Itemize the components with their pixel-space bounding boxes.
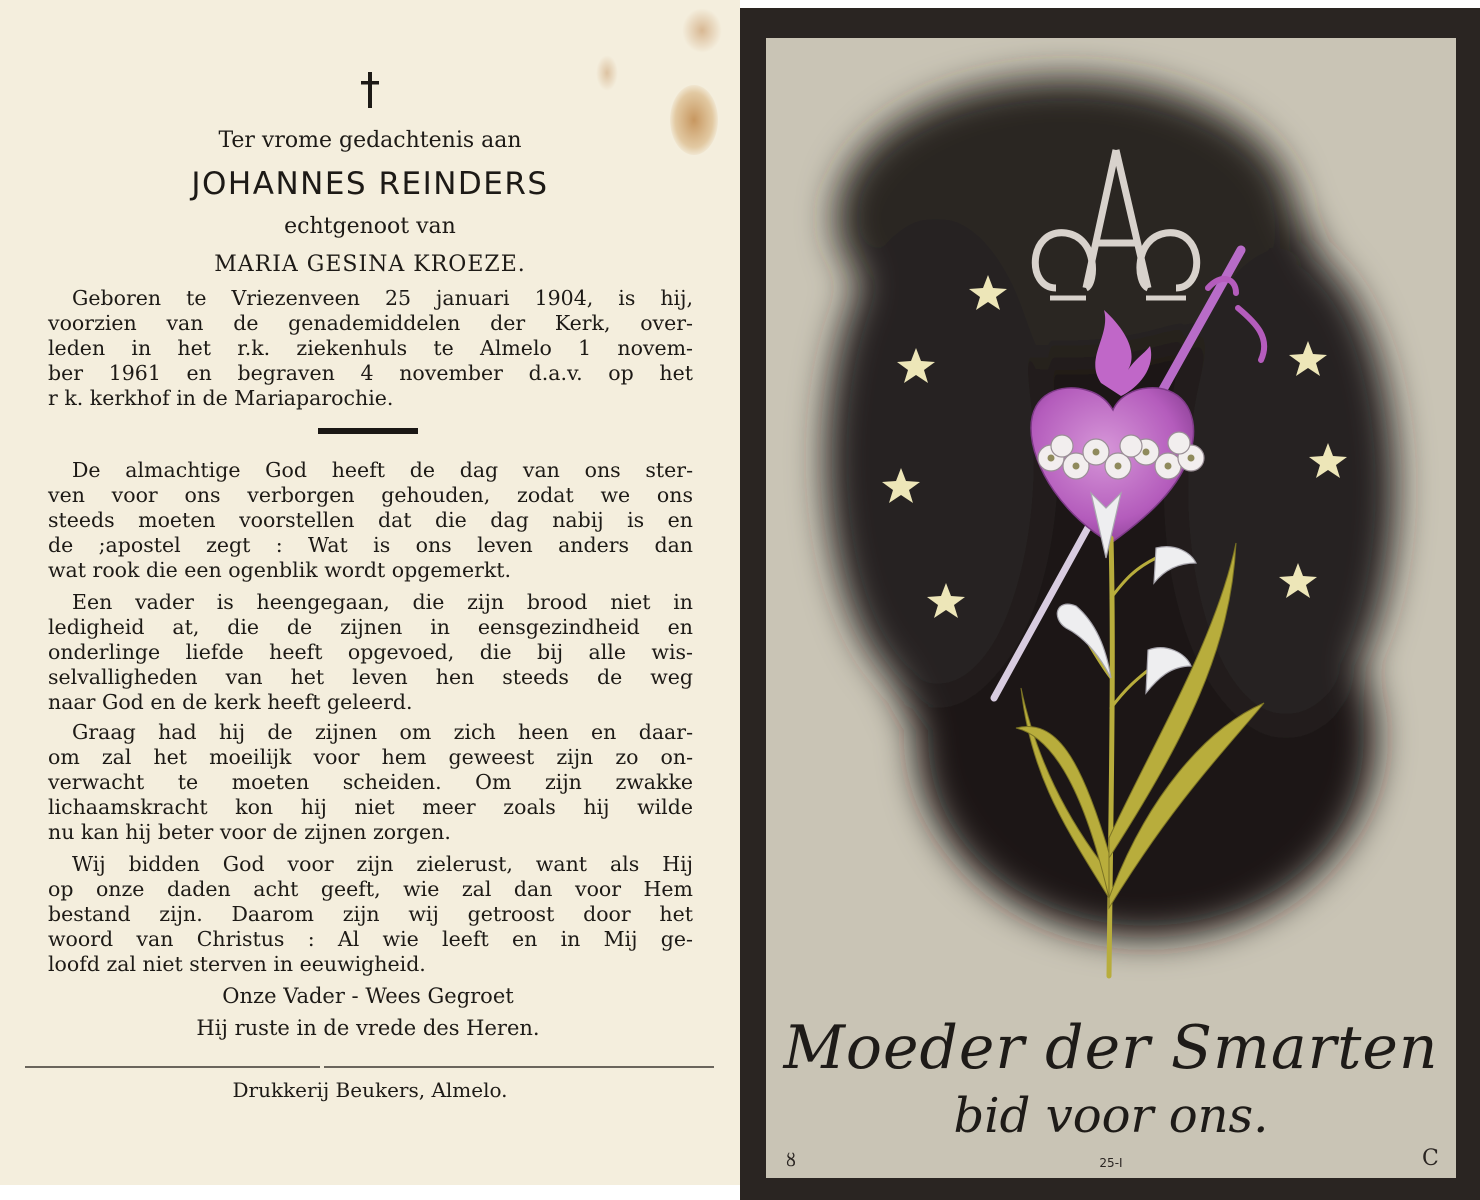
printer-credit: Drukkerij Beukers, Almelo.: [232, 1078, 508, 1102]
text-line: onderlinge liefde heeft opgevoed, die bij alle wis-: [48, 640, 693, 664]
text-line: naar God en de kerk heeft geleerd.: [48, 690, 413, 714]
text-line: steeds moeten voorstellen dat die dag nabij is en: [48, 508, 693, 532]
text-line: nu kan hij beter voor de zijnen zorgen.: [48, 820, 451, 844]
print-code: 25-I: [1099, 1156, 1123, 1170]
memorial-header: Ter vrome gedachtenis aan: [218, 128, 522, 153]
memorial-card-text-side: [0, 0, 740, 1185]
divider-rule: [324, 1066, 714, 1068]
bio-line: Geboren te Vriezenveen 25 januari 1904, is hij,: [72, 286, 693, 310]
prayer-line: Onze Vader - Wees Gegroet: [222, 984, 514, 1008]
text-line: ledigheid at, die de zijnen in eensgezindheid en: [48, 615, 693, 639]
text-line: op onze daden acht geeft, wie zal dan voor Hem: [48, 877, 693, 901]
text-line: ven voor ons verborgen gehouden, zodat we ons: [48, 483, 693, 507]
devotional-illustration: [766, 38, 1456, 998]
deceased-name: JOHANNES REINDERS: [191, 166, 549, 202]
motto-line: Moeder der Smarten: [783, 1013, 1439, 1083]
text-line: woord van Christus : Al wie leeft en in Mij ge-: [48, 927, 693, 951]
bio-line: ber 1961 en begraven 4 november d.a.v. op het: [48, 361, 693, 385]
text-line: Wij bidden God voor zijn zielerust, want als Hij: [72, 852, 693, 876]
bio-line: r k. kerkhof in de Mariaparochie.: [48, 386, 394, 410]
paper-stain: [682, 8, 722, 53]
bio-line: voorzien van de genademiddelen der Kerk, over-: [48, 311, 693, 335]
text-line: bestand zijn. Daarom zijn wij getroost door het: [48, 902, 693, 926]
bio-line: leden in het r.k. ziekenhuls te Almelo 1 novem-: [48, 336, 693, 360]
closing-line: Hij ruste in de vrede des Heren.: [196, 1016, 540, 1040]
publisher-logo-icon: C: [1422, 1146, 1439, 1171]
motto-line: bid voor ons.: [953, 1088, 1269, 1144]
text-line: loofd zal niet sterven in eeuwigheid.: [48, 952, 426, 976]
divider-bar: [318, 428, 418, 434]
divider-rule: [25, 1066, 320, 1068]
paper-stain: [596, 55, 618, 91]
cross-icon: [358, 70, 382, 110]
picture-panel: [766, 38, 1456, 1178]
spouse-name: MARIA GESINA KROEZE.: [214, 252, 526, 277]
publisher-mark-icon: ȣ: [786, 1150, 796, 1171]
relation-label: echtgenoot van: [284, 214, 456, 239]
text-line: lichaamskracht kon hij niet meer zoals hij wilde: [48, 795, 693, 819]
text-line: wat rook die een ogenblik wordt opgemerkt.: [48, 558, 512, 582]
text-line: Een vader is heengegaan, die zijn brood niet in: [72, 590, 693, 614]
text-line: om zal het moeilijk voor hem geweest zijn zo on-: [48, 745, 693, 769]
text-line: selvalligheden van het leven hen steeds de weg: [48, 665, 693, 689]
text-line: De almachtige God heeft de dag van ons ster-: [72, 458, 693, 482]
text-line: verwacht te moeten scheiden. Om zijn zwakke: [48, 770, 693, 794]
text-line: de ;apostel zegt : Wat is ons leven anders dan: [48, 533, 693, 557]
memorial-card-picture-side: [740, 8, 1480, 1200]
text-line: Graag had hij de zijnen om zich heen en daar-: [72, 720, 693, 744]
